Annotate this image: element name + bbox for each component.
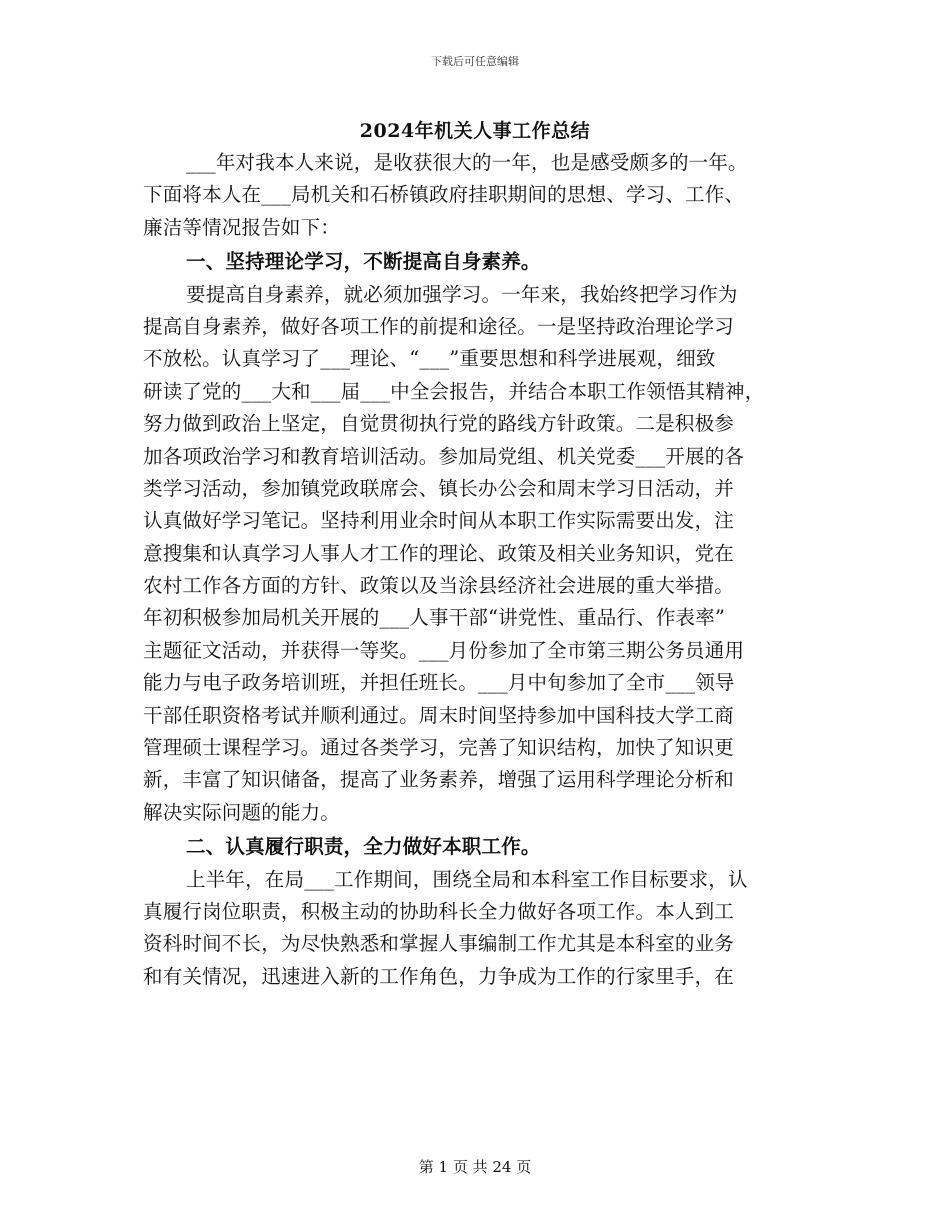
body-line: 和有关情况，迅速进入新的工作角色，力争成为工作的行家里手，在 [143,964,735,988]
body-line: 资科时间不长，为尽快熟悉和掌握人事编制工作尤其是本科室的业务 [143,932,735,956]
body-line: 认真做好学习笔记。坚持利用业余时间从本职工作实际需要出发，注 [143,509,735,533]
body-line: 努力做到政治上坚定，自觉贯彻执行党的路线方针政策。二是积极参 [143,412,735,436]
body-line: 上半年，在局___工作期间，围绕全局和本科室工作目标要求，认 [186,867,748,891]
body-line: 研读了党的___大和___届___中全会报告，并结合本职工作领悟其精神， [143,379,765,403]
body-line: 意搜集和认真学习人事人才工作的理论、政策及相关业务知识，党在 [143,541,735,565]
body-line: 干部任职资格考试并顺利通过。周末时间坚持参加中国科技大学工商 [143,703,735,727]
body-line: 类学习活动，参加镇党政联席会、镇长办公会和周末学习日活动，并 [143,476,735,500]
document-title: 2024年机关人事工作总结 [359,120,591,142]
body-line: 真履行岗位职责，积极主动的协助科长全力做好各项工作。本人到工 [143,899,735,923]
body-line: 要提高自身素养，就必须加强学习。一年来，我始终把学习作为 [186,282,738,306]
page-footer: 第 1 页 共 24 页 [418,1158,532,1176]
body-line: 主题征文活动，并获得一等奖。___月份参加了全市第三期公务员通用 [143,638,745,662]
body-line: 加各项政治学习和教育培训活动。参加局党组、机关党委___开展的各 [143,444,745,468]
document-body [143,147,823,993]
body-line: 解决实际问题的能力。 [143,800,341,824]
section-heading: 一、坚持理论学习，不断提高自身素养。 [186,250,541,274]
body-line: 新，丰富了知识储备，提高了业务素养，增强了运用科学理论分析和 [143,768,735,792]
body-line: 年初积极参加局机关开展的___人事干部“讲党性、重品行、作表率” [143,606,726,630]
header-note: 下载后可任意编辑 [431,55,519,68]
body-line: 不放松。认真学习了___理论、“___”重要思想和科学进展观，细致 [143,347,716,371]
body-line: 能力与电子政务培训班，并担任班长。___月中旬参加了全市___领导 [143,671,735,695]
body-line: ___年对我本人来说，是收获很大的一年，也是感受颇多的一年。 [186,151,748,174]
section-heading: 二、认真履行职责，全力做好本职工作。 [186,835,541,859]
body-line: 农村工作各方面的方针、政策以及当涂县经济社会进展的重大举措。 [143,574,735,598]
body-line: 管理硕士课程学习。通过各类学习，完善了知识结构，加快了知识更 [143,736,735,760]
body-line: 提高自身素养，做好各项工作的前提和途径。一是坚持政治理论学习 [143,314,735,338]
body-line: 下面将本人在___局机关和石桥镇政府挂职期间的思想、学习、工作、 [143,183,745,207]
body-line: 廉洁等情况报告如下： [143,215,341,239]
